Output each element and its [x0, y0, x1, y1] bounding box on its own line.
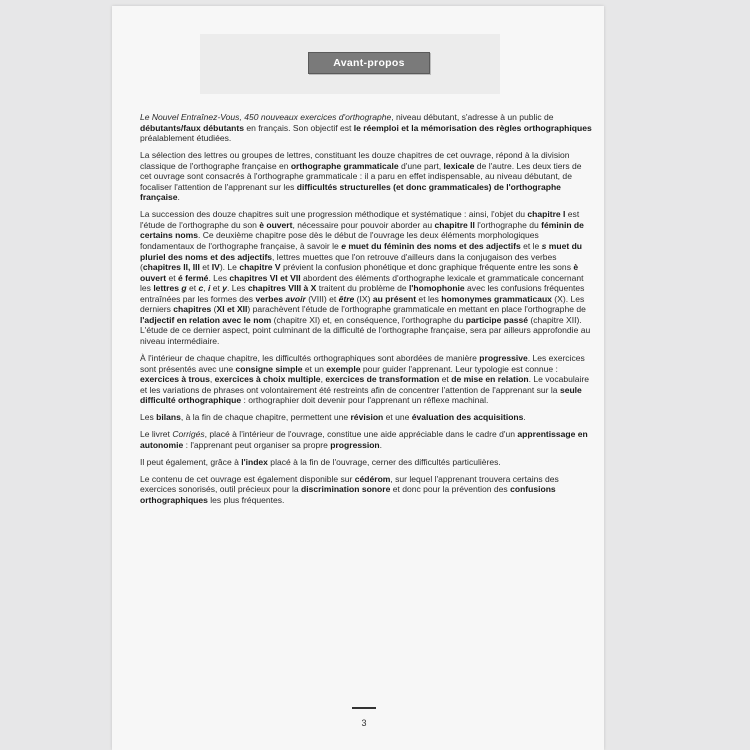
text-run: progression: [330, 439, 380, 450]
text-run: préalablement étudiées.: [140, 133, 232, 144]
text-run: progressive: [479, 352, 528, 363]
text-run: . Le vocabulaire et les variations de phrases ont volontairement été restreints afin de concentrer l'attention de l'apprenant sur la: [140, 374, 589, 395]
text-run: La succession des douze chapitres suit une progression méthodique et systématique : ainsi, l'objet du: [140, 209, 528, 220]
text-run: .: [177, 192, 180, 203]
text-run: , nécessaire pour pouvoir aborder au: [292, 219, 435, 230]
text-run: , placé à l'intérieur de l'ouvrage, constitue une aide appréciable dans le cadre d'un: [204, 429, 518, 440]
paragraph-3: [140, 209, 592, 346]
text-run: apprentissage en autonomie: [140, 429, 588, 450]
text-run: : orthographier doit devenir pour l'apprenant un réflexe machinal.: [241, 395, 489, 406]
text-run: débutants/faux débutants: [140, 122, 244, 133]
text-run: et un: [302, 363, 327, 374]
text-run: et les: [416, 293, 442, 304]
text-run: Le livret: [140, 429, 173, 440]
text-run: , niveau débutant, s'adresse à un public de: [391, 112, 554, 122]
paragraph-7: [140, 457, 592, 468]
text-run: XI et XII: [216, 304, 248, 315]
text-run: è ouvert: [140, 262, 579, 283]
text-run: l'orthographe du: [474, 219, 542, 230]
text-run: e: [341, 241, 346, 252]
text-run: l'homophonie: [408, 283, 465, 294]
paragraph-4: [140, 353, 592, 406]
text-run: chapitres VI et VII: [229, 272, 301, 283]
paragraph-6: [140, 429, 592, 450]
text-run: g: [181, 283, 187, 294]
paragraph-2: [140, 150, 592, 203]
text-run: et donc pour la prévention des: [390, 484, 511, 495]
text-run: exercices de transformation: [325, 374, 440, 385]
page-number: 3: [361, 718, 367, 728]
section-title-badge: [308, 52, 430, 74]
text-run: exemple: [326, 363, 361, 374]
text-run: À l'intérieur de chaque chapitre, les difficultés orthographiques sont abordées de manière: [140, 352, 480, 363]
text-run: et une: [383, 412, 412, 423]
text-run: seule difficulté orthographique: [140, 384, 582, 406]
section-title: Avant-propos: [333, 57, 405, 69]
text-run: muet du féminin des noms et des adjectifs: [345, 241, 521, 252]
text-run: et le: [520, 241, 542, 252]
text-run: orthographe grammaticale: [290, 160, 399, 171]
text-run: Corrigés: [172, 429, 205, 440]
text-run: verbes: [255, 293, 286, 304]
text-run: participe passé: [465, 314, 529, 325]
text-run: l'adjectif en relation avec le nom: [140, 314, 272, 325]
text-run: (: [211, 304, 217, 315]
text-run: chapitre I: [527, 209, 566, 220]
text-run: difficultés structurelles (et donc grammaticales) de l'orthographe française: [140, 181, 561, 203]
book-page: [112, 6, 604, 750]
text-run: exercices à trous: [140, 374, 210, 385]
text-run: en français. Son objectif est: [244, 122, 354, 133]
text-run: d'une part,: [398, 160, 444, 171]
text-run: et: [199, 262, 212, 273]
text-run: évaluation des acquisitions: [411, 412, 524, 423]
text-run: et: [166, 272, 179, 283]
text-run: La sélection des lettres ou groupes de lettres, constituant les douze chapitres de cet ouvrage, répond à la division classique de l'orthographe française en: [140, 150, 570, 171]
text-run: i: [207, 283, 211, 294]
text-run: chapitres II, III: [142, 262, 200, 273]
text-run: IV: [211, 262, 220, 273]
text-run: . Les: [208, 272, 230, 283]
text-run: Le Nouvel Entraînez-Vous, 450 nouveaux exercices d'orthographe: [140, 112, 392, 122]
text-run: chapitre II: [434, 219, 475, 230]
paragraph-5: [140, 412, 592, 423]
text-run: muet du pluriel des noms et des adjectifs: [140, 241, 583, 262]
text-run: lexicale: [443, 160, 475, 171]
text-run: Le contenu de cet ouvrage est également disponible sur: [140, 473, 355, 484]
paragraph-8: [140, 474, 592, 506]
text-run: chapitre V: [239, 262, 281, 273]
text-run: . Les exercices sont présentés avec une: [140, 352, 585, 374]
text-run: (X). Les derniers: [140, 293, 585, 315]
text-run: .: [523, 412, 526, 423]
text-run: de l'autre. Les deux tiers de cet ouvrage sont consacrés à l'orthographe grammaticale : il a paru en effet indispensable, au niveau débutant, de focaliser l'attention de l'apprenant sur les: [140, 160, 582, 192]
text-run: avoir: [285, 293, 306, 304]
text-run: (VIII) et: [305, 293, 339, 304]
text-run: c: [198, 283, 204, 294]
foreword-body: [140, 112, 592, 512]
text-run: confusions orthographiques: [140, 484, 556, 505]
text-run: ). Le: [219, 262, 240, 273]
text-run: consigne simple: [235, 363, 303, 374]
text-run: homonymes grammaticaux: [441, 293, 552, 304]
text-run: prévient la confusion phonétique et donc graphique fréquente entre les sons: [280, 262, 574, 273]
text-run: y: [222, 283, 228, 294]
text-run: est l'étude de l'orthographe du son: [140, 209, 580, 230]
text-run: être: [338, 293, 355, 304]
text-run: Les: [140, 412, 157, 423]
paragraph-1: [140, 112, 592, 144]
text-run: (chapitre XI) et, en conséquence, l'orthographe du: [271, 314, 466, 325]
text-run: ,: [320, 374, 326, 385]
text-run: placé à la fin de l'ouvrage, cerner des difficultés particulières.: [267, 456, 501, 467]
text-run: bilans: [156, 412, 181, 423]
text-run: et: [186, 283, 199, 294]
text-run: .: [379, 439, 383, 450]
text-run: les plus fréquentes.: [207, 495, 285, 505]
text-run: lettres: [153, 283, 182, 294]
text-run: discrimination sonore: [301, 484, 391, 495]
text-run: : l'apprenant peut organiser sa propre: [183, 439, 331, 450]
text-run: au présent: [372, 293, 417, 304]
text-run: de mise en relation: [451, 374, 529, 385]
text-run: avec les confusions fréquentes entraînées par les formes des: [140, 283, 585, 304]
text-run: chapitres VIII à X: [247, 283, 317, 294]
text-run: è ouvert: [259, 219, 293, 230]
text-run: le réemploi et la mémorisation des règles orthographiques: [353, 122, 592, 133]
text-run: cédérom: [354, 473, 391, 484]
text-run: , lettres muettes que l'on retrouve d'ailleurs dans la conjugaison des verbes (: [140, 251, 557, 273]
footer-rule: [352, 707, 376, 709]
text-run: ,: [203, 283, 208, 294]
text-run: s: [541, 241, 547, 252]
text-run: é fermé: [178, 272, 209, 283]
text-run: . Ce deuxième chapitre pose dès le début de l'ouvrage les deux éléments morphologiques fondamentaux de l'orthographe française, à savoir le: [140, 230, 539, 252]
text-run: , sur lequel l'apprenant trouvera certains des exercices sonorisés, outil précieux pour la: [140, 473, 559, 495]
text-run: ,: [209, 374, 215, 385]
text-run: révision: [350, 412, 384, 423]
text-run: (chapitre XII). L'étude de ce dernier aspect, point culminant de la difficulté de l'orthographe française, sera par ailleurs approfondie au niveau intermédiaire.: [140, 314, 591, 346]
text-run: l'index: [241, 456, 268, 467]
text-run: . Les: [227, 283, 248, 294]
text-run: et: [439, 374, 452, 385]
text-run: exercices à choix multiple: [214, 374, 321, 385]
text-run: ) parachèvent l'étude de l'orthographe grammaticale en mettant en place l'orthographe de: [247, 304, 586, 315]
text-run: , à la fin de chaque chapitre, permettent une: [180, 412, 351, 423]
text-run: pour guider l'apprenant. Leur typologie est connue :: [360, 363, 558, 374]
text-run: abordent des éléments d'orthographe lexicale et grammaticale concernant les: [140, 272, 584, 294]
text-run: féminin de certains noms: [140, 219, 584, 241]
text-run: et: [210, 283, 223, 294]
text-run: traitent du problème de: [316, 283, 409, 294]
text-run: (IX): [354, 293, 373, 304]
text-run: Il peut également, grâce à: [140, 456, 242, 467]
text-run: chapitres: [173, 304, 212, 315]
